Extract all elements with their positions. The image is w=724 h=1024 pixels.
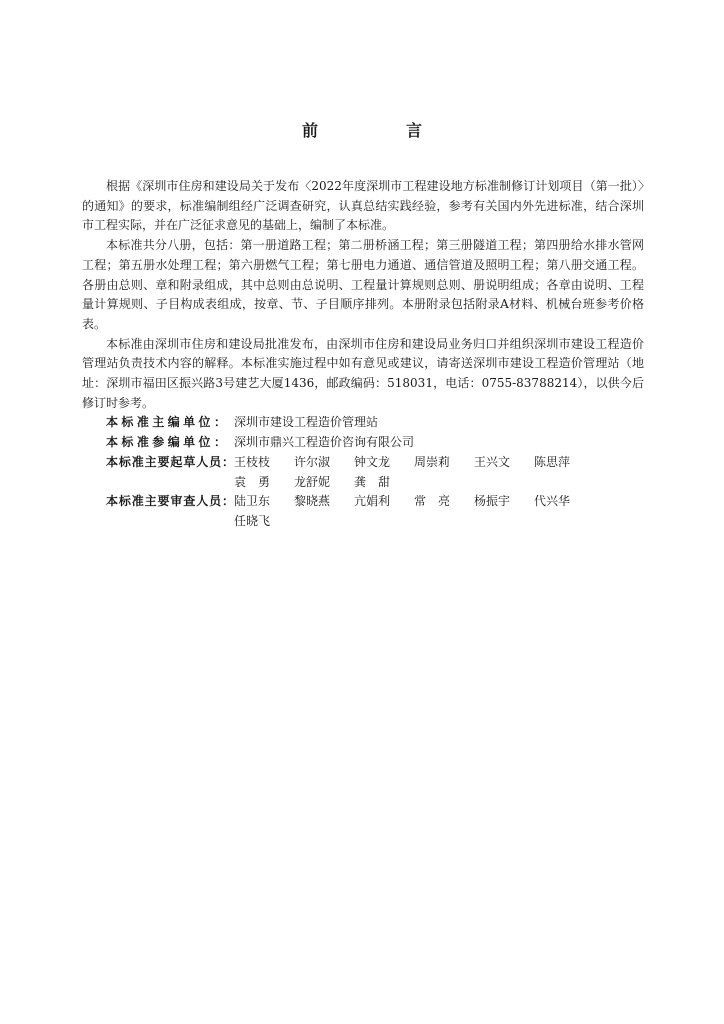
reviewer-name: 陆卫东 <box>234 494 271 509</box>
reviewer-name: 黎晓燕 <box>294 494 331 509</box>
page-title: 前 言 <box>301 121 458 140</box>
chief-editor-label: 本标准主编单位： <box>106 415 226 430</box>
participant-row <box>82 433 644 453</box>
participant-value: 深圳市鼎兴工程造价咨询有限公司 <box>234 435 415 450</box>
participant-label: 本标准参编单位： <box>106 435 226 450</box>
reviewer-name: 常 亮 <box>414 494 451 509</box>
reviewers-list <box>234 492 644 531</box>
drafter-name: 龚 甜 <box>354 474 391 489</box>
chief-editor-value: 深圳市建设工程造价管理站 <box>234 415 379 430</box>
chief-editor-row <box>82 413 644 433</box>
preface-body <box>82 177 644 532</box>
drafter-name: 许尔淑 <box>294 454 331 469</box>
drafter-name: 袁 勇 <box>234 474 271 489</box>
reviewer-name: 杨振宇 <box>474 494 511 509</box>
drafter-name: 龙舒妮 <box>294 474 331 489</box>
reviewer-name: 代兴华 <box>534 494 571 509</box>
paragraph-basis: 根据《深圳市住房和建设局关于发布〈2022年度深圳市工程建设地方标准制修订计划项目（第一批）〉的通知》的要求，标准编制组经广泛调查研究，认真总结实践经验，参考有关国内外先进标准，结合深圳市工程实际，并在广泛征求意见的基础上，编制了本标准。 <box>82 179 644 233</box>
drafter-name: 王枝枝 <box>234 454 271 469</box>
reviewers-row <box>82 492 644 531</box>
paragraph-approval: 本标准由深圳市住房和建设局批准发布，由深圳市住房和建设局业务归口并组织深圳市建设工程造价管理站负责技术内容的解释。本标准实施过程中如有意见或建议，请寄送深圳市建设工程造价管理站（地址：深圳市福田区振兴路3号建艺大厦1436，邮政编码：518031，电话：0755-83788214），以供今后修订时参考。 <box>82 336 644 410</box>
drafter-name: 周崇莉 <box>414 454 451 469</box>
drafters-label: 本标准主要起草人员： <box>106 454 234 469</box>
reviewer-name: 亢娟利 <box>354 494 391 509</box>
reviewer-name: 任晓飞 <box>234 513 271 528</box>
drafters-row <box>82 453 644 492</box>
drafter-name: 陈思萍 <box>534 454 571 469</box>
paragraph-structure: 本标准共分八册，包括：第一册道路工程；第二册桥涵工程；第三册隧道工程；第四册给水排水管网工程；第五册水处理工程；第六册燃气工程；第七册电力通道、通信管道及照明工程；第八册交通工程。各册由总则、章和附录组成，其中总则由总说明、工程量计算规则总则、册说明组成；各章由说明、工程量计算规则、子目构成表组成，按章、节、子目顺序排列。本册附录包括附录A材料、机械台班参考价格表。 <box>82 238 644 331</box>
drafter-name: 王兴文 <box>474 454 511 469</box>
reviewers-label: 本标准主要审查人员： <box>106 494 234 509</box>
drafter-name: 钟文龙 <box>354 454 391 469</box>
drafters-list <box>234 453 644 492</box>
